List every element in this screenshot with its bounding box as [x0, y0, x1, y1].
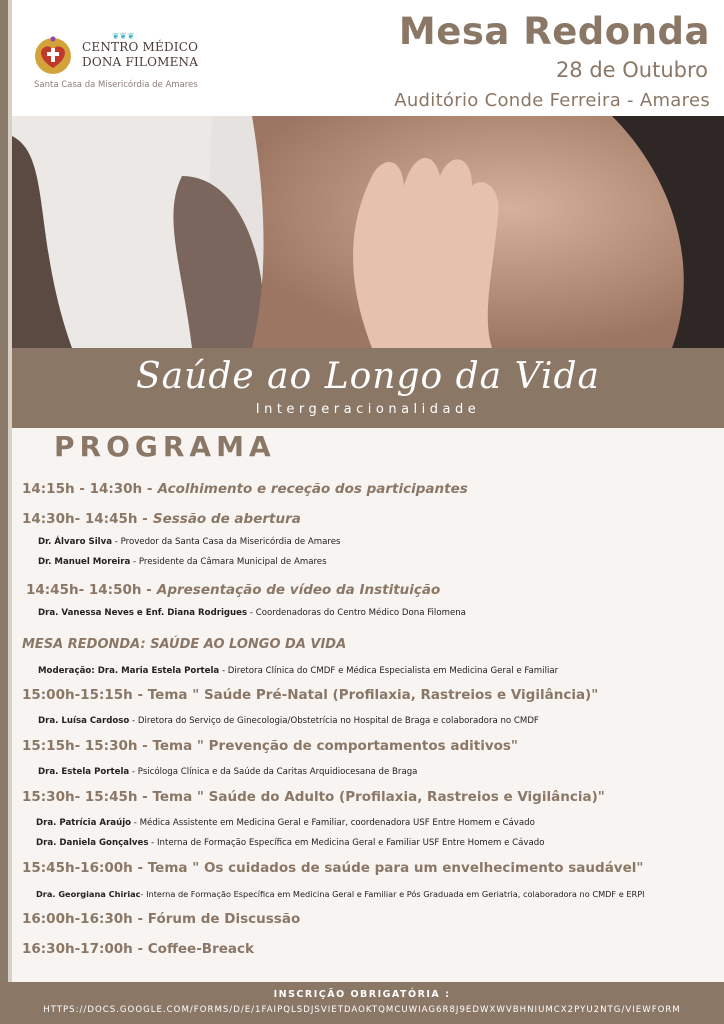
program-item-video	[26, 579, 440, 598]
speaker-line	[38, 608, 466, 618]
speaker-line	[36, 818, 535, 828]
hands-photo	[12, 116, 724, 348]
theme-banner	[12, 348, 724, 428]
speaker-role: - Psicóloga Clínica e da Saúde da Caritas Arquidiocesana de Braga	[129, 767, 418, 777]
item-time: 14:15h - 14:30h -	[22, 481, 153, 497]
speaker-role: - Presidente da Câmara Municipal de Amares	[130, 557, 327, 567]
program-item-session-open	[22, 508, 301, 527]
speaker-line	[36, 838, 544, 848]
registration-footer	[0, 982, 724, 1024]
moderation-line	[38, 666, 558, 676]
speaker-role: - Interna de Formação Específica em Medicina Geral e Familiar e Pós Graduada em Geriatria, colaboradora no CMDF e ERPI	[140, 889, 645, 899]
speaker-name: Dra. Vanessa Neves e Enf. Diana Rodrigues	[38, 608, 248, 618]
talk-title: 15:00h-15:15h - Tema " Saúde Pré-Natal (Profilaxia, Rastreios e Vigilância)"	[22, 687, 599, 703]
speaker-line	[38, 557, 327, 567]
program-item-opening	[22, 478, 468, 497]
logo-name-line1: CENTRO MÉDICO	[82, 40, 199, 54]
speaker-line	[38, 767, 417, 777]
moderator-name: Moderação: Dra. Maria Estela Portela	[38, 666, 220, 676]
speaker-name: Dr. Manuel Moreira	[38, 557, 131, 567]
event-date: 28 de Outubro	[555, 58, 708, 82]
talk-title: 15:15h- 15:30h - Tema " Prevenção de comportamentos aditivos"	[22, 738, 518, 754]
speaker-name: Dra. Estela Portela	[38, 767, 130, 777]
organization-logo	[30, 30, 230, 100]
speaker-role: - Coordenadoras do Centro Médico Dona Filomena	[247, 608, 466, 618]
speaker-line	[38, 716, 539, 726]
round-table-heading: MESA REDONDA: SAÚDE AO LONGO DA VIDA	[22, 637, 347, 652]
speaker-name: Dr. Álvaro Silva	[38, 537, 113, 547]
speaker-name: Dra. Patrícia Araújo	[36, 818, 132, 828]
item-time: 14:45h- 14:50h -	[26, 582, 152, 598]
speaker-line	[36, 889, 645, 899]
item-label: Acolhimento e receção dos participantes	[157, 481, 468, 497]
coffee-break-item: 16:30h-17:00h - Coffee-Breack	[22, 941, 254, 957]
forum-item: 16:00h-16:30h - Fórum de Discussão	[22, 911, 301, 927]
speaker-name: Dra. Luísa Cardoso	[38, 716, 130, 726]
hands-illustration	[12, 116, 724, 348]
left-accent-bar	[0, 0, 8, 1024]
talk-title: 15:30h- 15:45h - Tema " Saúde do Adulto (Profilaxia, Rastreios e Vigilância)"	[22, 789, 605, 805]
registration-label: INSCRIÇÃO OBRIGATÓRIA :	[273, 989, 451, 1000]
talk-title: 15:45h-16:00h - Tema " Os cuidados de saúde para um envelhecimento saudável"	[22, 860, 644, 876]
item-label: Sessão de abertura	[152, 511, 301, 527]
item-label: Apresentação de vídeo da Instituição	[156, 582, 441, 598]
speaker-role: - Médica Assistente em Medicina Geral e Familiar, coordenadora USF Entre Homem e Cávado	[131, 818, 535, 828]
logo-subtitle: Santa Casa da Misericórdia de Amares	[34, 80, 198, 90]
program-heading: PROGRAMA	[54, 430, 276, 463]
speaker-role: - Diretora do Serviço de Ginecologia/Obstetrícia no Hospital de Braga e colaboradora no CMDF	[129, 716, 539, 726]
item-time: 14:30h- 14:45h -	[22, 511, 148, 527]
banner-subtitle: Intergeracionalidade	[255, 402, 481, 417]
speaker-line	[38, 537, 341, 547]
heart-cross-crest-icon	[30, 36, 76, 76]
logo-name	[82, 40, 198, 70]
moderator-role: - Diretora Clínica do CMDF e Médica Especialista em Medicina Geral e Familiar	[219, 666, 559, 676]
speaker-role: - Interna de Formação Específica em Medicina Geral e Familiar USF Entre Homem e Cávado	[148, 838, 545, 848]
banner-title: Saúde ao Longo da Vida	[136, 356, 600, 397]
event-venue: Auditório Conde Ferreira - Amares	[394, 90, 710, 111]
logo-name-line2: DONA FILOMENA	[82, 55, 199, 69]
registration-link[interactable]: HTTPS://DOCS.GOOGLE.COM/FORMS/D/E/1FAIPQLSDJSVIETDAOKTQMCUWIAG6R8J9EDWXWVBHNIUMCX2PYU2NTG/VIEWFORM	[43, 1005, 681, 1015]
speaker-role: - Provedor da Santa Casa da Misericórdia de Amares	[112, 537, 341, 547]
flourish-icon: ❦❦❦	[112, 32, 135, 42]
speaker-name: Dra. Georgiana Chiriac	[36, 889, 141, 899]
event-title: Mesa Redonda	[398, 10, 710, 53]
speaker-name: Dra. Daniela Gonçalves	[36, 838, 149, 848]
